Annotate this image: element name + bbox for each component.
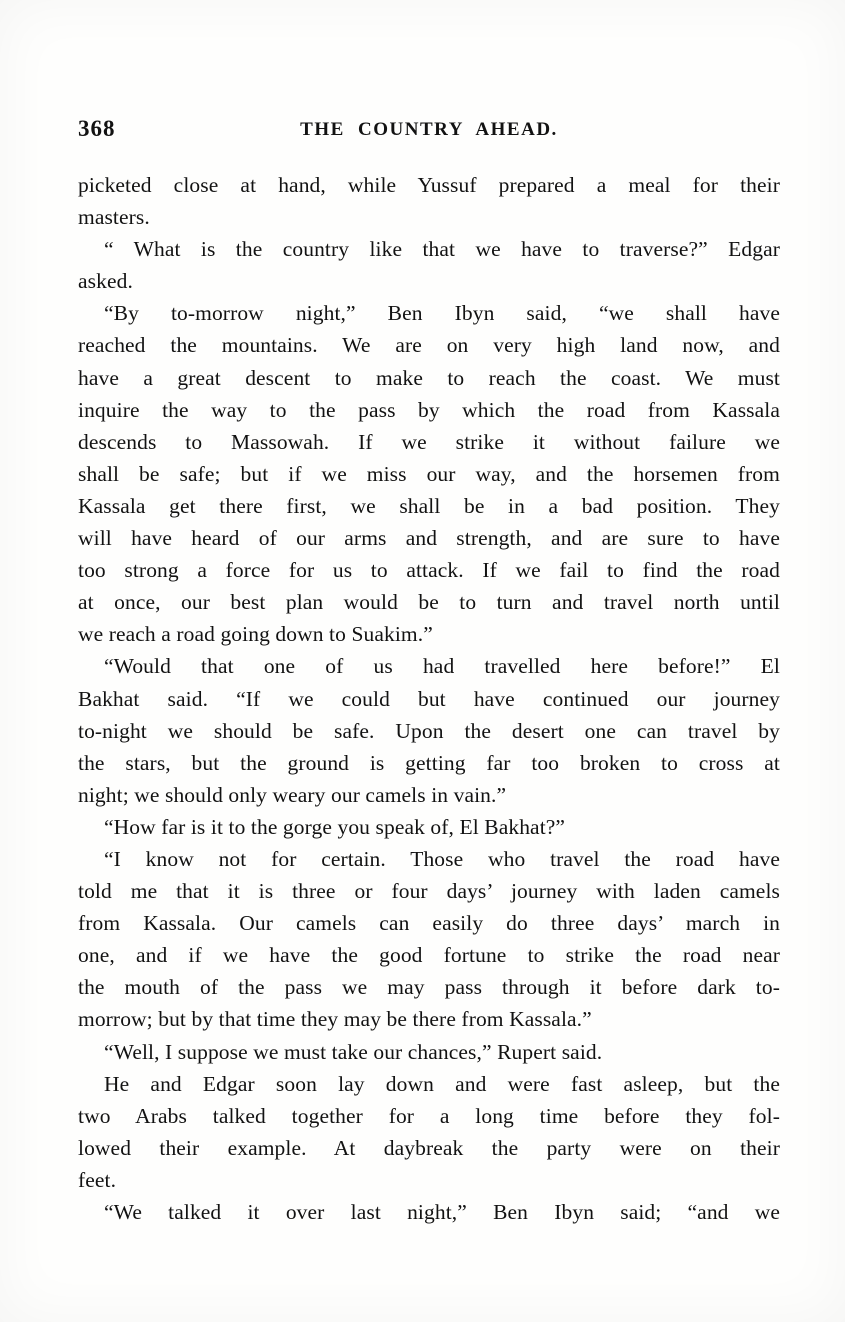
text-line: descends to Massowah. If we strike it without failure we xyxy=(78,429,780,454)
text-line: we reach a road going down to Suakim.” xyxy=(78,622,433,647)
text-line: “Well, I suppose we must take our chances,” Rupert said. xyxy=(104,1039,603,1064)
text-line: “ What is the country like that we have to traverse?” Edgar xyxy=(104,237,780,262)
text-line: the mouth of the pass we may pass through it before dark to- xyxy=(78,975,780,1000)
text-line: to-night we should be safe. Upon the desert one can travel by xyxy=(78,718,780,743)
text-line: lowed their example. At daybreak the party were on their xyxy=(78,1135,780,1160)
text-line: reached the mountains. We are on very high land now, and xyxy=(78,333,780,358)
text-line: “By to-morrow night,” Ben Ibyn said, “we shall have xyxy=(104,301,780,326)
text-line: He and Edgar soon lay down and were fast asleep, but the xyxy=(104,1071,780,1096)
text-line: picketed close at hand, while Yussuf prepared a meal for their xyxy=(78,173,780,197)
text-line: the stars, but the ground is getting far too broken to cross at xyxy=(78,750,780,775)
text-line: one, and if we have the good fortune to strike the road near xyxy=(78,943,780,968)
page-header xyxy=(78,116,780,144)
text-line: told me that it is three or four days’ journey with laden camels xyxy=(78,879,780,904)
text-line: “I know not for certain. Those who travel the road have xyxy=(104,846,780,871)
text-line: Kassala get there first, we shall be in a bad position. They xyxy=(78,493,780,518)
text-line: Bakhat said. “If we could but have continued our journey xyxy=(78,686,780,711)
text-line: shall be safe; but if we miss our way, and the horsemen from xyxy=(78,461,780,486)
text-line: asked. xyxy=(78,269,133,294)
text-line: morrow; but by that time they may be there from Kassala.” xyxy=(78,1007,592,1032)
running-header: THE COUNTRY AHEAD. xyxy=(300,119,558,140)
text-line: “We talked it over last night,” Ben Ibyn said; “and we xyxy=(104,1200,780,1224)
text-line: night; we should only weary our camels in vain.” xyxy=(78,782,507,807)
text-line: inquire the way to the pass by which the road from Kassala xyxy=(78,397,780,422)
text-line: feet. xyxy=(78,1167,117,1192)
text-line: will have heard of our arms and strength, and are sure to have xyxy=(78,526,780,551)
text-line: too strong a force for us to attack. If we fail to find the road xyxy=(78,558,780,583)
text-line: masters. xyxy=(78,205,150,230)
text-line: from Kassala. Our camels can easily do three days’ march in xyxy=(78,911,780,936)
text-line: two Arabs talked together for a long time before they fol- xyxy=(78,1103,780,1128)
text-line: have a great descent to make to reach the coast. We must xyxy=(78,365,780,390)
text-block xyxy=(78,169,780,1228)
page-number: 368 xyxy=(78,116,116,141)
text-line: “Would that one of us had travelled here before!” El xyxy=(104,654,780,679)
text-line: “How far is it to the gorge you speak of, El Bakhat?” xyxy=(104,814,566,839)
text-line: at once, our best plan would be to turn and travel north until xyxy=(78,590,780,615)
